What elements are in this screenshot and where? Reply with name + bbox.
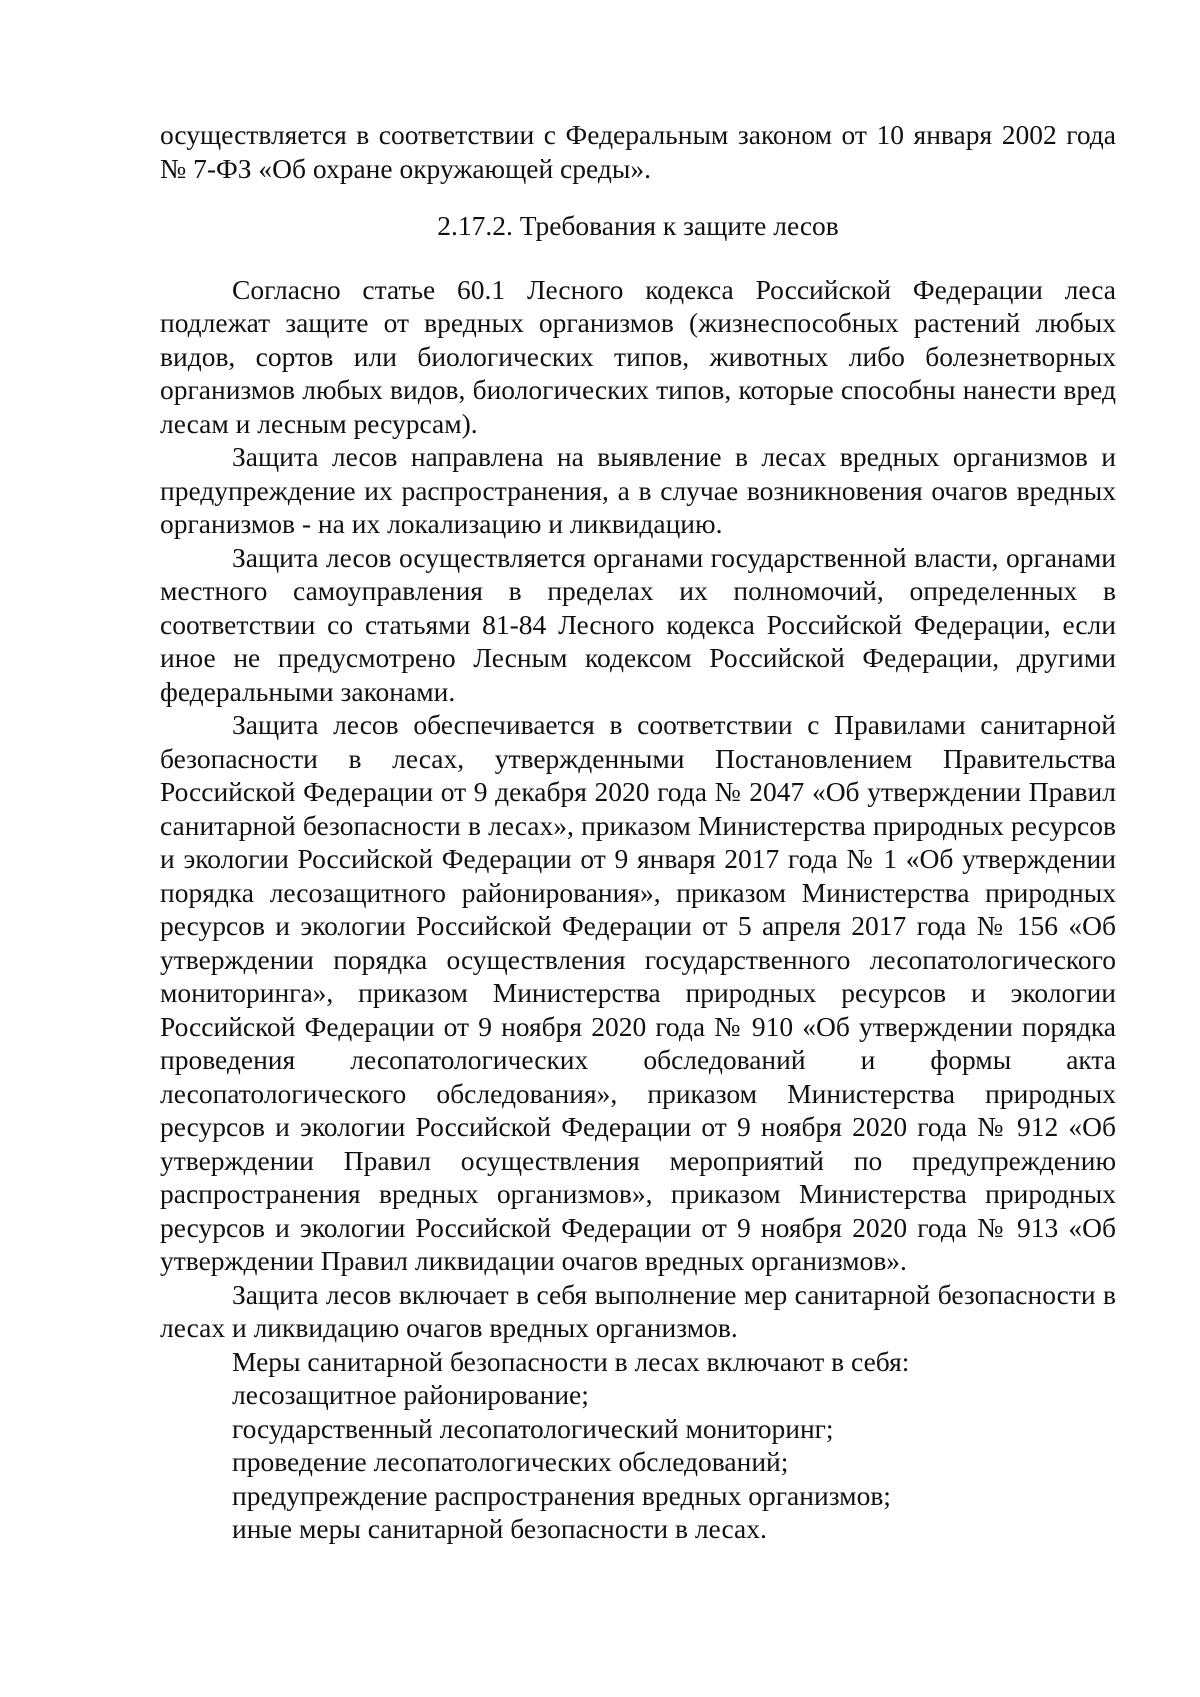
paragraph-article-60-1: Согласно статье 60.1 Лесного кодекса Российской Федерации леса подлежат защите от вредных организмов (жизнеспособных растений любых видов, сортов или биологических типов, животных либо болезнетворных организмов любых видов, биологических типов, которые способны нанести вред лесам и лесным ресурсам).: [160, 273, 1116, 439]
list-item: предупреждение распространения вредных организмов;: [232, 1479, 891, 1511]
paragraph-responsible-authorities: Защита лесов осуществляется органами государственной власти, органами местного самоуправления в пределах их полномочий, определенных в соответствии со статьями 81-84 Лесного кодекса Российской Федерации, если иное не предусмотрено Лесным кодексом Российской Федерации, другими федеральными законами.: [160, 541, 1116, 707]
measures-list-intro: Меры санитарной безопасности в лесах включают в себя:: [232, 1345, 910, 1377]
paragraph-legal-basis: Защита лесов обеспечивается в соответствии с Правилами санитарной безопасности в лесах, утвержденными Постановлением Правительства Российской Федерации от 9 декабря 2020 года № 2047 «Об утверждении Правил санитарной безопасности в лесах», приказом Министерства природных ресурсов и экологии Российской Федерации от 9 января 2017 года № 1 «Об утверждении порядка лесозащитного районирования», приказом Министерства природных ресурсов и экологии Российской Федерации от 5 апреля 2017 года № 156 «Об утверждении порядка осуществления государственного лесопатологического мониторинга», приказом Министерства природных ресурсов и экологии Российской Федерации от 9 ноября 2020 года № 910 «Об утверждении порядка проведения лесопатологических обследований и формы акта лесопатологического обследования», приказом Министерства природных ресурсов и экологии Российской Федерации от 9 ноября 2020 года № 912 «Об утверждении Правил осуществления мероприятий по предупреждению распространения вредных организмов», приказом Министерства природных ресурсов и экологии Российской Федерации от 9 ноября 2020 года № 913 «Об утверждении Правил ликвидации очагов вредных организмов».: [160, 709, 1116, 1276]
document-body: [160, 118, 1116, 1546]
list-item: лесозащитное районирование;: [232, 1379, 589, 1410]
paragraph-protection-scope: Защита лесов включает в себя выполнение мер санитарной безопасности в лесах и ликвидацию очагов вредных организмов.: [160, 1278, 1116, 1343]
list-item: государственный лесопатологический мониторинг;: [232, 1412, 834, 1444]
measures-list: [160, 1378, 1116, 1546]
paragraph-protection-purpose: Защита лесов направлена на выявление в лесах вредных организмов и предупреждение их распространения, а в случае возникновения очагов вредных организмов - на их локализацию и ликвидацию.: [160, 441, 1116, 539]
list-item: проведение лесопатологических обследований;: [232, 1446, 789, 1477]
intro-paragraph: осуществляется в соответствии с Федеральным законом от 10 января 2002 года № 7-ФЗ «Об охране окружающей среды».: [160, 119, 1116, 184]
section-heading: 2.17.2. Требования к защите лесов: [437, 210, 839, 241]
list-item: иные меры санитарной безопасности в лесах.: [232, 1513, 767, 1544]
